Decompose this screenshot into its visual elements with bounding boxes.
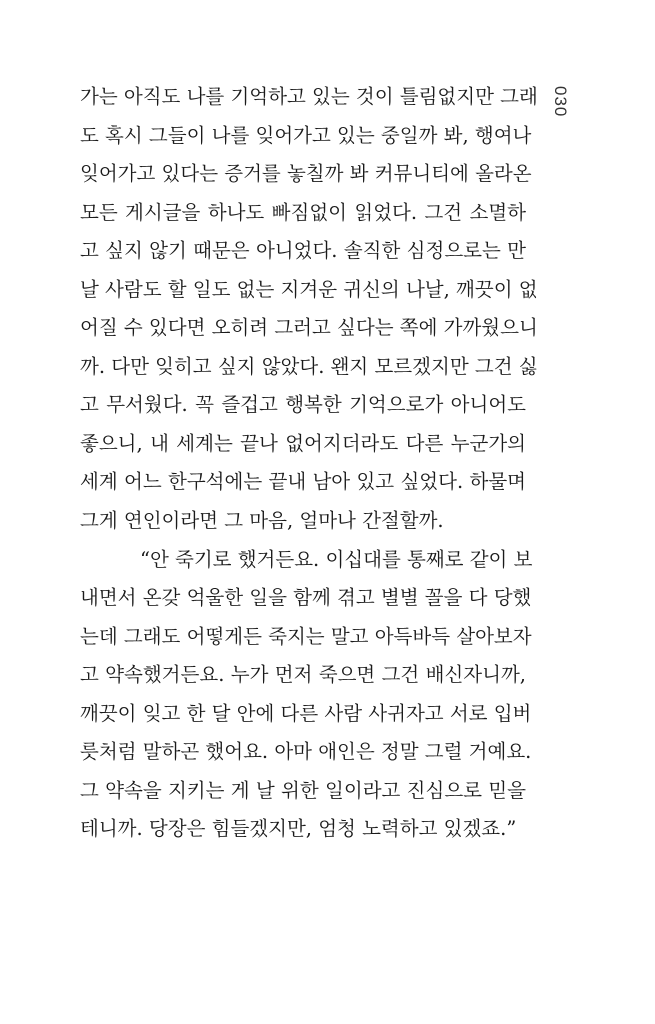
text-line: 어질 수 있다면 오히려 그러고 싶다는 쪽에 가까웠으니	[80, 316, 538, 340]
text-line-paragraph-end: 테니까. 당장은 힘들겠지만, 엄청 노력하고 있겠죠.”	[80, 817, 517, 841]
text-line: 고 약속했거든요. 누가 먼저 죽으면 그건 배신자니까,	[80, 663, 526, 687]
text-line: 좋으니, 내 세계는 끝나 없어지더라도 다른 누군가의	[80, 431, 526, 455]
text-line: 도 혹시 그들이 나를 잊어가고 있는 중일까 봐, 행여나	[80, 123, 532, 147]
text-line: 고 무서웠다. 꼭 즐겁고 행복한 기억으로가 아니어도	[80, 393, 526, 417]
text-line-paragraph-start: “안 죽기로 했거든요. 이십대를 통째로 같이 보	[140, 547, 533, 571]
text-line: 깨끗이 잊고 한 달 안에 다른 사람 사귀자고 서로 입버	[80, 701, 532, 725]
text-line-paragraph-end: 그게 연인이라면 그 마음, 얼마나 간절할까.	[80, 509, 444, 533]
text-line: 릇처럼 말하곤 했어요. 아마 애인은 정말 그럴 거예요.	[80, 740, 532, 764]
text-line: 세계 어느 한구석에는 끝내 남아 있고 싶었다. 하물며	[80, 470, 526, 494]
text-line: 그 약속을 지키는 게 날 위한 일이라고 진심으로 믿을	[80, 778, 526, 802]
text-line: 까. 다만 잊히고 싶지 않았다. 왠지 모르겠지만 그건 싫	[80, 354, 538, 378]
text-line: 잊어가고 있다는 증거를 놓칠까 봐 커뮤니티에 올라온	[80, 162, 532, 186]
text-line: 모든 게시글을 하나도 빠짐없이 읽었다. 그건 소멸하	[80, 200, 526, 224]
text-line: 고 싶지 않기 때문은 아니었다. 솔직한 심정으로는 만	[80, 239, 526, 263]
text-line: 는데 그래도 어떻게든 죽지는 말고 아득바득 살아보자	[80, 624, 532, 648]
text-line: 날 사람도 할 일도 없는 지겨운 귀신의 나날, 깨끗이 없	[80, 277, 538, 301]
page-number: 030	[551, 86, 570, 118]
text-line: 내면서 온갖 억울한 일을 함께 겪고 별별 꼴을 다 당했	[80, 586, 532, 610]
text-line: 가는 아직도 나를 기억하고 있는 것이 틀림없지만 그래	[80, 85, 538, 108]
body-text	[80, 78, 538, 849]
